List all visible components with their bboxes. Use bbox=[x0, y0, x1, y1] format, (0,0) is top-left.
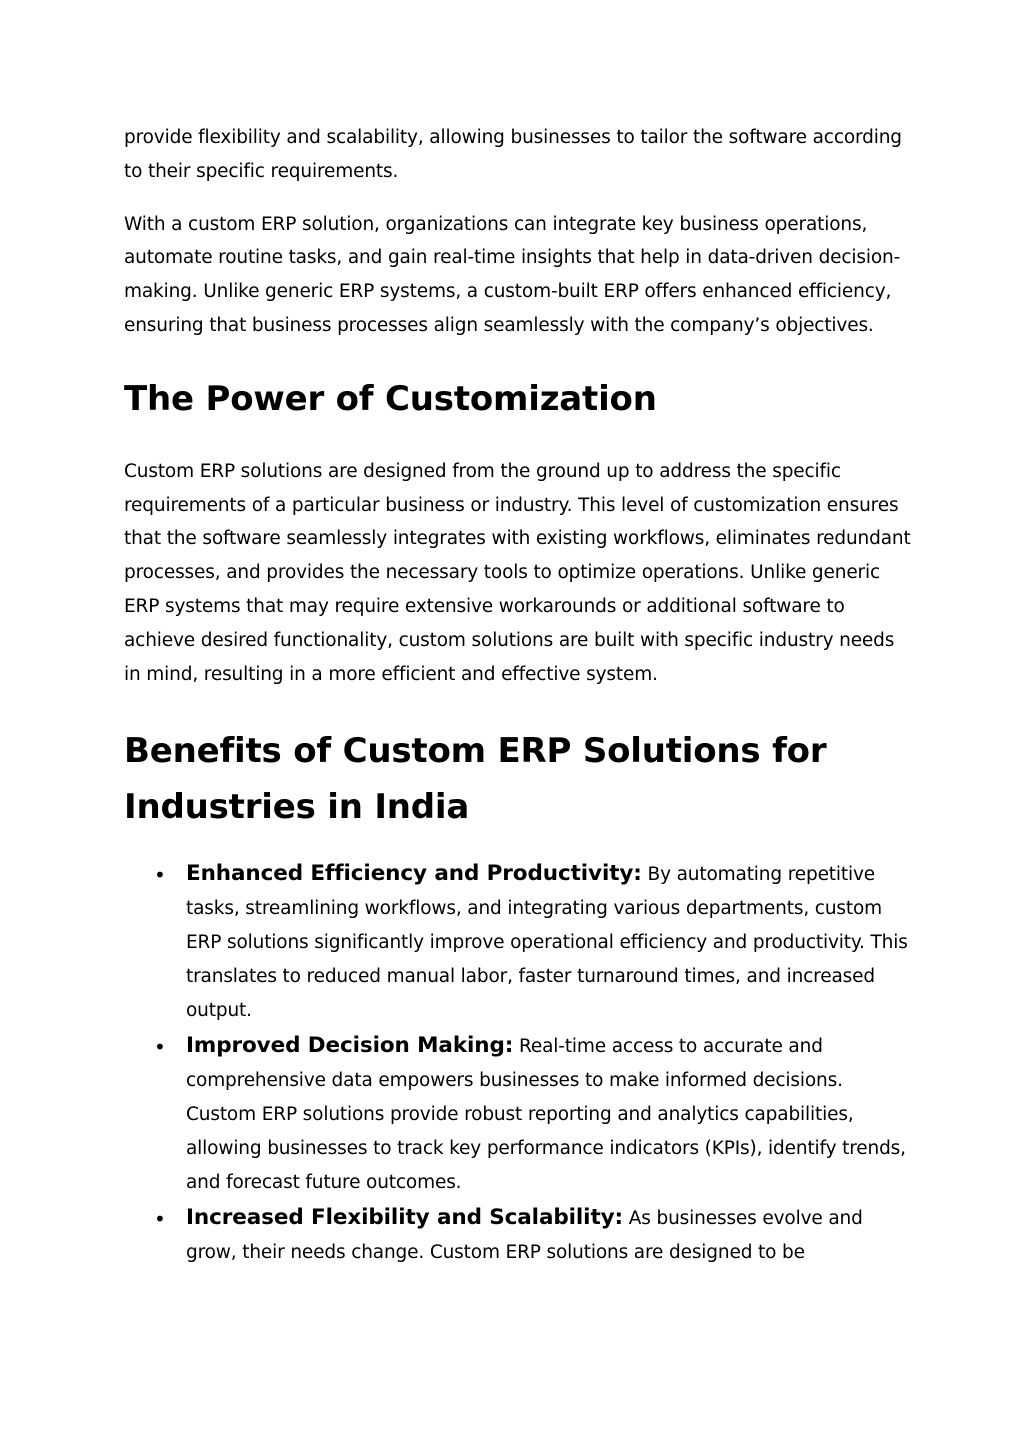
benefit-text: As businesses evolve and grow, their needs change. Custom ERP solutions are designed to be bbox=[186, 1208, 863, 1264]
custom-erp-solution-paragraph: With a custom ERP solution, organizations can integrate key business operations, automate routine tasks, and gain real-time insights that help in data-driven decision-making. Unlike generic ERP systems, a custom-built ERP offers enhanced efficiency, ensuring that business processes align seamlessly with the company’s objectives. bbox=[124, 213, 901, 336]
benefit-title: Improved Decision Making: bbox=[186, 1033, 514, 1059]
bullet-icon: • bbox=[154, 863, 166, 888]
list-item bbox=[124, 1201, 914, 1270]
bullet-icon: • bbox=[154, 1207, 166, 1232]
benefits-heading: Benefits of Custom ERP Solutions for Industries in India bbox=[124, 731, 827, 828]
benefit-text: By automating repetitive tasks, streamlining workflows, and integrating various departments, custom ERP solutions significantly improve operational efficiency and productivity. This translates to reduced manual labor, faster turnaround times, and increased output. bbox=[186, 864, 908, 1021]
benefit-title: Enhanced Efficiency and Productivity: bbox=[186, 861, 642, 887]
bullet-icon: • bbox=[154, 1035, 166, 1060]
list-item bbox=[124, 1029, 914, 1199]
document-page bbox=[124, 121, 914, 1272]
intro-continuation-paragraph: provide flexibility and scalability, allowing businesses to tailor the software according to their specific requirements. bbox=[124, 127, 902, 182]
power-of-customization-heading: The Power of Customization bbox=[124, 378, 657, 419]
customization-paragraph: Custom ERP solutions are designed from the ground up to address the specific requirements of a particular business or industry. This level of customization ensures that the software seamlessly integrates with existing workflows, eliminates redundant processes, and provides the necessary tools to optimize operations. Unlike generic ERP systems that may require extensive workarounds or additional software to achieve desired functionality, custom solutions are built with specific industry needs in mind, resulting in a more efficient and effective system. bbox=[124, 460, 911, 685]
benefit-text: Real-time access to accurate and comprehensive data empowers businesses to make informed decisions. Custom ERP solutions provide robust reporting and analytics capabilities, allowing businesses to track key performance indicators (KPIs), identify trends, and forecast future outcomes. bbox=[186, 1036, 906, 1193]
list-item bbox=[124, 857, 914, 1027]
benefits-list bbox=[124, 857, 914, 1270]
benefit-title: Increased Flexibility and Scalability: bbox=[186, 1205, 624, 1231]
